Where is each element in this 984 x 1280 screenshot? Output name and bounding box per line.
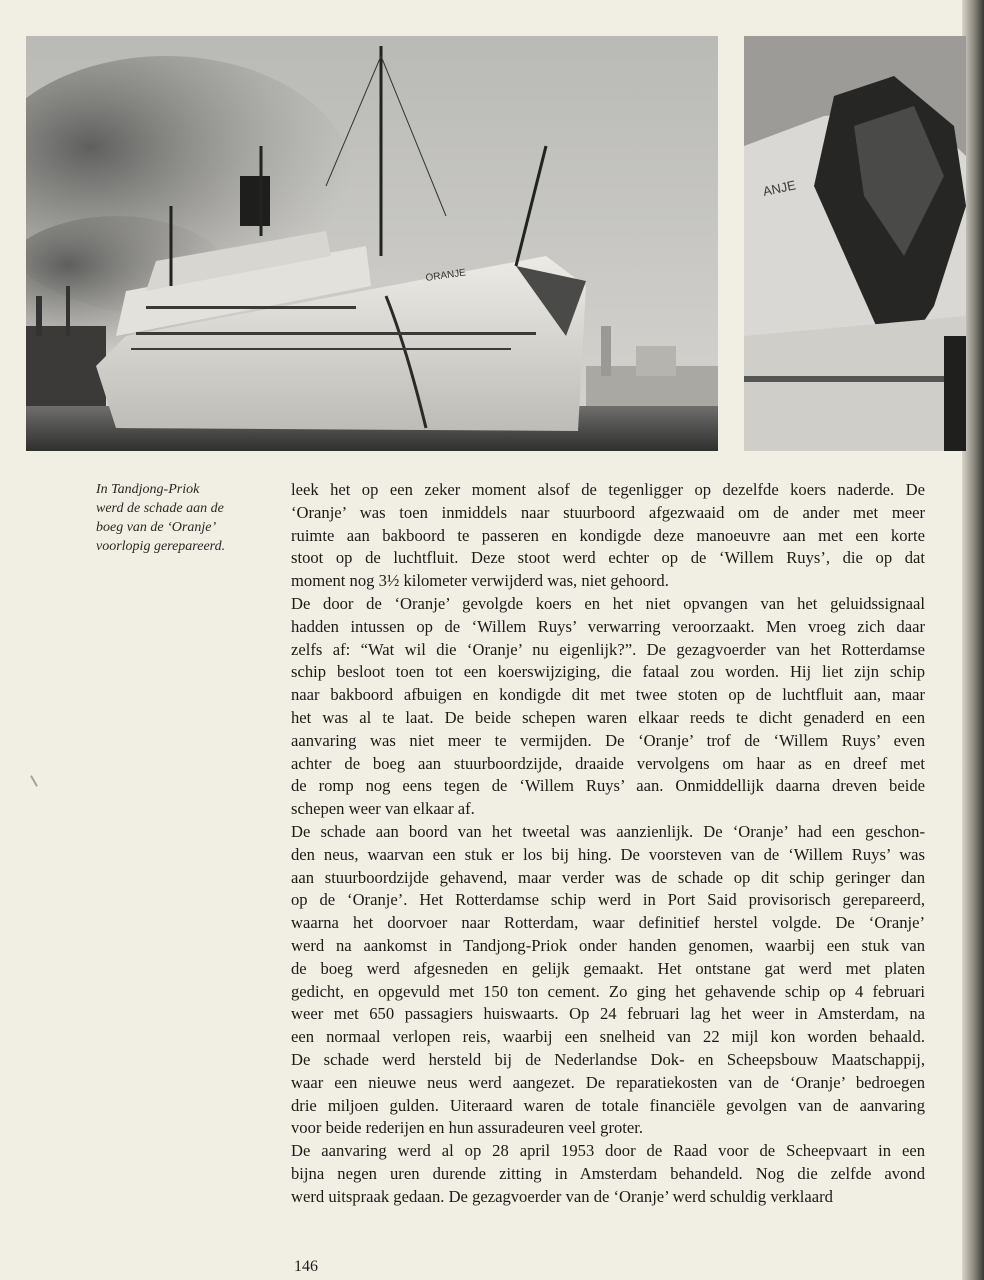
body-line: De schade aan boord van het tweetal was aanzienlijk. De ‘Oranje’ had een geschon- [291, 821, 925, 841]
body-line: drie miljoen gulden. Uiteraard waren de totale financiële gevolgen van de aanvaring [291, 1095, 925, 1115]
body-line: den neus, waarvan een stuk er los bij hing. De voorsteven van de ‘Willem Ruys’ was [291, 844, 925, 864]
damaged-bow-drawing [744, 36, 966, 451]
damaged-bow-photo [744, 36, 966, 451]
bow-lettering: ANJE [761, 177, 798, 199]
body-text [291, 479, 925, 1209]
body-line: ruimte aan bakboord te passeren en kondigde deze manoeuvre aan met een korte [291, 525, 925, 545]
body-line: achter de boeg aan stuurboordzijde, draaide vervolgens om haar as en dreef met [291, 753, 925, 773]
body-line: aan stuurboordzijde gehavend, maar verder was de schade op dit schip geringer dan [291, 867, 925, 887]
body-line: weer met 650 passagiers huiswaarts. Op 24 februari lag het weer in Amsterdam, na [291, 1004, 925, 1024]
ship-photo-oranje-harbor [26, 36, 718, 451]
body-line: schepen weer van elkaar af. [291, 799, 475, 819]
body-line: schip besloot toen tot een koerswijziging, die fataal zou worden. Hij liet zijn schip [291, 662, 925, 682]
ship-photo-drawing [26, 36, 718, 451]
body-line: hadden intussen op de ‘Willem Ruys’ verwarring veroorzaakt. Men vroeg zich daar [291, 616, 925, 636]
caption-line: In Tandjong-Priok [96, 482, 200, 497]
body-line: De aanvaring werd al op 28 april 1953 door de Raad voor de Scheepvaart in een [291, 1141, 925, 1161]
caption-line: voorlopig gerepareerd. [96, 539, 226, 554]
page-number: 146 [294, 1258, 318, 1275]
body-line: voor beide rederijen en hun assuradeuren veel groter. [291, 1118, 644, 1138]
body-line: gedicht, en opgevuld met 150 ton cement. Zo ging het gehavende schip op 4 februari [291, 981, 925, 1001]
photo-caption [96, 480, 278, 556]
body-line: het was al te laat. De beide schepen waren elkaar reeds te dicht genaderd en een [291, 707, 925, 727]
body-line: op de ‘Oranje’. Het Rotterdamse schip werd in Port Said provisorisch gerepareerd, [291, 890, 925, 910]
body-line: ‘Oranje’ was toen inmiddels naar stuurboord afgezwaaid om de ander met meer [291, 502, 925, 522]
body-line: leek het op een zeker moment alsof de tegenligger op dezelfde koers naderde. De [291, 480, 925, 499]
hull-lettering: ORANJE [424, 267, 467, 284]
body-line: waar een nieuwe neus werd aangezet. De reparatiekosten van de ‘Oranje’ bedroegen [291, 1072, 925, 1092]
body-line: werd uitspraak gedaan. De gezagvoerder van de ‘Oranje’ werd schuldig verklaard [291, 1186, 833, 1206]
caption-line: boeg van de ‘Oranje’ [96, 520, 217, 535]
pencil-mark [30, 775, 38, 786]
body-line: bijna negen uren durende zitting in Amsterdam behandeld. Nog die zelfde avond [291, 1163, 925, 1183]
body-line: waarna het doorvoer naar Rotterdam, waar definitief herstel volgde. De ‘Oranje’ [291, 913, 925, 933]
body-line: zelfs af: “Wat wil die ‘Oranje’ nu eigenlijk?”. De gezagvoerder van het Rotterdamse [291, 639, 925, 659]
body-line: werd na aankomst in Tandjong-Priok onder handen genomen, waarbij een stuk van [291, 935, 925, 955]
caption-line: werd de schade aan de [96, 501, 224, 516]
body-line: De door de ‘Oranje’ gevolgde koers en het niet opvangen van het geluidssignaal [291, 593, 925, 613]
body-line: De schade werd hersteld bij de Nederlandse Dok- en Scheepsbouw Maatschappij, [291, 1049, 925, 1069]
body-line: een normaal verlopen reis, waarbij een snelheid van 22 mijl kon worden behaald. [291, 1027, 925, 1047]
body-line: de boeg werd afgesneden en gelijk gemaakt. Het ontstane gat werd met platen [291, 958, 925, 978]
body-line: naar bakboord afbuigen en kondigde dit met twee stoten op de luchtfluit aan, maar [291, 685, 925, 705]
body-line: stoot op de luchtfluit. Deze stoot werd echter op de ‘Willem Ruys’, die op dat [291, 548, 925, 568]
body-line: aanvaring was niet meer te vermijden. De ‘Oranje’ trof de ‘Willem Ruys’ even [291, 730, 925, 750]
body-line: de romp nog eens tegen de ‘Willem Ruys’ aan. Onmiddellijk daarna dreven beide [291, 776, 925, 796]
body-line: moment nog 3½ kilometer verwijderd was, niet gehoord. [291, 571, 669, 591]
